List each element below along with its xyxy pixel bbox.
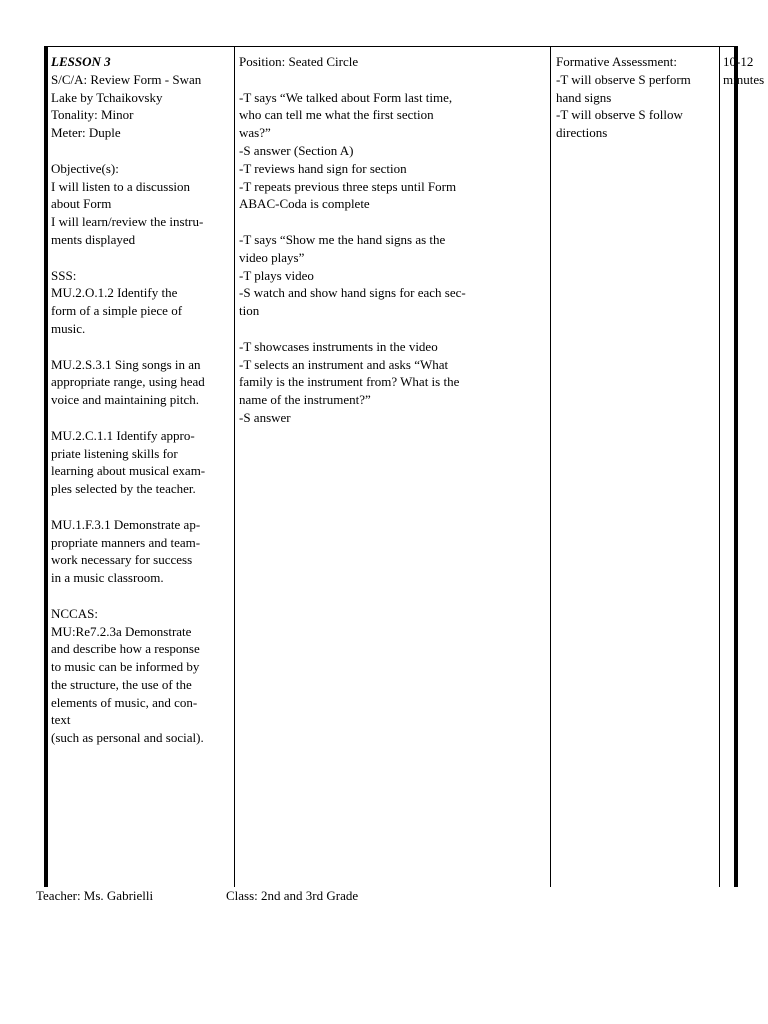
blank-line [51, 409, 234, 427]
text-line: -T will observe S follow [556, 107, 683, 123]
text-line: in a music classroom. [51, 570, 164, 586]
text-line: text [51, 712, 71, 728]
text-line: (such as personal and social). [51, 730, 204, 746]
text-line: was?” [239, 125, 271, 141]
blank-line [51, 142, 234, 160]
text-line: -S answer (Section A) [239, 142, 354, 158]
assessment-column [550, 47, 719, 887]
text-line: family is the instrument from? What is the [239, 374, 460, 390]
text-line: priate listening skills for [51, 445, 178, 461]
text-line: Formative Assessment: [556, 54, 677, 69]
text-line: voice and maintaining pitch. [51, 392, 200, 408]
blank-line [51, 249, 234, 267]
text-line: ples selected by the teacher. [51, 481, 196, 497]
text-line: -T showcases instruments in the video [239, 338, 438, 354]
text-line: Meter: Duple [51, 125, 121, 141]
text-line: music. [51, 320, 86, 336]
text-line: SSS: [51, 267, 77, 283]
text-line: NCCAS: [51, 605, 98, 621]
text-line: MU.1.F.3.1 Demonstrate ap- [51, 516, 201, 532]
text-line: -T selects an instrument and asks “What [239, 356, 449, 372]
text-line: -S answer [239, 409, 291, 425]
text-line: who can tell me what the first section [239, 107, 434, 123]
text-line: ABAC-Coda is complete [239, 196, 370, 212]
blank-line [239, 71, 550, 89]
text-line: MU.2.S.3.1 Sing songs in an [51, 356, 201, 372]
text-line: tion [239, 303, 260, 319]
text-line: Objective(s): [51, 160, 119, 176]
text-line: video plays” [239, 249, 305, 265]
text-line: Position: Seated Circle [239, 54, 359, 69]
text-line: the structure, the use of the [51, 676, 192, 692]
text-line: -T plays video [239, 267, 314, 283]
class-name: Class: 2nd and 3rd Grade [226, 888, 359, 903]
text-line: MU.2.C.1.1 Identify appro- [51, 427, 195, 443]
lesson-plan-table [44, 46, 765, 887]
lesson-objectives-column [44, 47, 234, 887]
text-line: -T reviews hand sign for section [239, 160, 407, 176]
text-line: hand signs [556, 89, 612, 105]
text-line: name of the instrument?” [239, 392, 371, 408]
text-line: to music can be informed by [51, 659, 200, 675]
text-line: I will learn/review the instru- [51, 214, 204, 230]
text-line: work necessary for success [51, 552, 193, 568]
blank-line [51, 587, 234, 605]
text-line: Tonality: Minor [51, 107, 134, 123]
text-line: and describe how a response [51, 641, 200, 657]
text-line: -S watch and show hand signs for each sec- [239, 285, 466, 301]
text-line: 10-12 [723, 54, 754, 69]
text-line: I will listen to a discussion [51, 178, 191, 194]
text-line: MU.2.O.1.2 Identify the [51, 285, 178, 301]
blank-line [51, 498, 234, 516]
text-line: learning about musical exam- [51, 463, 206, 479]
procedure-column [234, 47, 550, 887]
text-line: Lake by Tchaikovsky [51, 89, 163, 105]
text-line: form of a simple piece of [51, 303, 183, 319]
text-line: ments displayed [51, 231, 136, 247]
text-line: -T repeats previous three steps until Form [239, 178, 457, 194]
text-line: minutes [723, 71, 765, 87]
text-line: -T will observe S perform [556, 71, 691, 87]
text-line: propriate manners and team- [51, 534, 201, 550]
blank-line [51, 338, 234, 356]
lesson-heading: LESSON 3 [51, 54, 111, 69]
text-line: appropriate range, using head [51, 374, 205, 390]
blank-line [239, 320, 550, 338]
text-line: about Form [51, 196, 112, 212]
text-line: elements of music, and con- [51, 694, 198, 710]
blank-line [239, 213, 550, 231]
text-line: S/C/A: Review Form - Swan [51, 71, 202, 87]
text-line: directions [556, 125, 608, 141]
text-line: MU:Re7.2.3a Demonstrate [51, 623, 192, 639]
text-line: -T says “Show me the hand signs as the [239, 231, 446, 247]
text-line: -T says “We talked about Form last time, [239, 89, 453, 105]
time-column [719, 47, 765, 887]
teacher-name: Teacher: Ms. Gabrielli [36, 888, 154, 903]
